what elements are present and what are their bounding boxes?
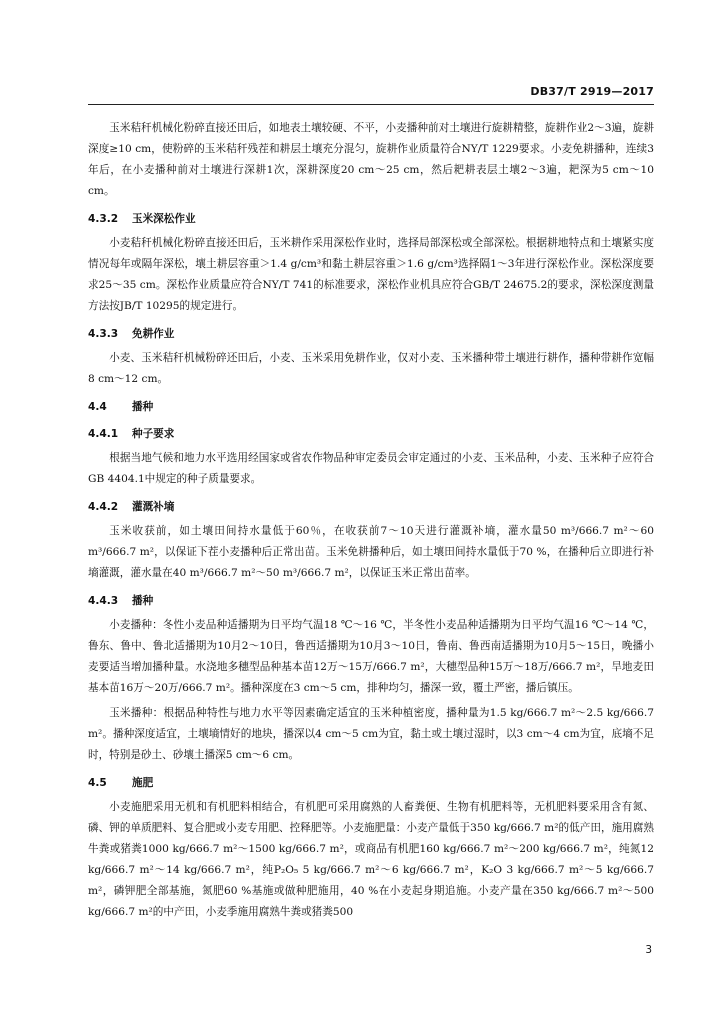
heading-4-4-1	[88, 424, 654, 444]
section-number: 4.4.3	[88, 595, 119, 607]
para-wheat-sowing: 小麦播种：冬性小麦品种适播期为日平均气温18 ℃～16 ℃，半冬性小麦品种适播期为日平均气温16 ℃～14 ℃，鲁东、鲁中、鲁北适播期为10月2～10日，鲁西适播期为10月3～10日，鲁南、鲁西南适播期为10月5～15日，晚播小麦要适当增加播种量。水浇地多穗型品种基本苗12万～15万/666.7 m²，大穗型品种15万～18万/666.7 m²，旱地麦田基本苗16万～20万/666.7 m²。播种深度在3 cm～5 cm，排种均匀，播深一致，覆土严密，播后镇压。	[88, 619, 654, 694]
section-number: 4.5	[88, 777, 107, 789]
heading-4-4-2	[88, 497, 654, 517]
para-no-till: 小麦、玉米秸秆机械粉碎还田后，小麦、玉米采用免耕作业，仅对小麦、玉米播种带土壤进行耕作，播种带耕作宽幅8 cm～12 cm。	[88, 352, 654, 385]
para-irrigation: 玉米收获前，如土壤田间持水量低于60％，在收获前7～10天进行灌溉补墒，灌水量50 m³/666.7 m²～60 m³/666.7 m²，以保证下茬小麦播种后正常出苗。玉米免耕播种后，如土壤田间持水量低于70 %，在播种后立即进行补墒灌溉，灌水量在40 m³/666.7 m²～50 m³/666.7 m²，以保证玉米正常出苗率。	[88, 525, 654, 579]
standard-code: DB37/T 2919—2017	[530, 85, 654, 98]
section-title: 灌溉补墒	[132, 501, 175, 513]
section-title: 种子要求	[132, 428, 175, 440]
section-number: 4.4.2	[88, 501, 119, 513]
section-title: 播种	[132, 401, 154, 413]
para-fertilization: 小麦施肥采用无机和有机肥料相结合，有机肥可采用腐熟的人畜粪便、生物有机肥料等，无机肥料要采用含有氮、磷、钾的单质肥料、复合肥或小麦专用肥、控释肥等。小麦施肥量：小麦产量低于350 kg/666.7 m²的低产田，施用腐熟牛粪或猪粪1000 kg/666.7 m²～1500 kg/666.7 m²，或商品有机肥160 kg/666.7 m²～200 kg/666.7 m²，纯氮12 kg/666.7 m²～14 kg/666.7 m²，纯P₂O₅ 5 kg/666.7 m²～6 kg/666.7 m²，K₂O 3 kg/666.7 m²～5 kg/666.7 m²，磷钾肥全部基施，氮肥60 %基施或做种肥施用，40 %在小麦起身期追施。小麦产量在350 kg/666.7 m²～500 kg/666.7 m²的中产田，小麦季施用腐熟牛粪或猪粪500	[88, 801, 654, 918]
section-title: 施肥	[132, 777, 154, 789]
page-number: 3	[645, 944, 652, 956]
section-title: 播种	[132, 595, 154, 607]
section-title: 玉米深松作业	[132, 213, 196, 225]
para-subsoiling: 小麦秸秆机械化粉碎直接还田后，玉米耕作采用深松作业时，选择局部深松或全部深松。根据耕地特点和土壤紧实度情况每年或隔年深松，壤土耕层容重＞1.4 g/cm³和黏土耕层容重＞1.6 g/cm³选择隔1～3年进行深松作业。深松深度要求25～35 cm。深松作业质量应符合NY/T 741的标准要求，深松作业机具应符合GB/T 24675.2的要求，深松深度测量方法按JB/T 10295的规定进行。	[88, 237, 654, 312]
para-corn-sowing: 玉米播种：根据品种特性与地力水平等因素确定适宜的玉米种植密度，播种量为1.5 kg/666.7 m²～2.5 kg/666.7 m²。播种深度适宜，土壤墒情好的地块，播深以4 cm～5 cm为宜，黏土或土壤过湿时，以3 cm～4 cm为宜，底墒不足时，特别是砂土、砂壤土播深5 cm～6 cm。	[88, 707, 654, 761]
section-title: 免耕作业	[132, 328, 175, 340]
heading-4-3-2	[88, 209, 654, 229]
section-number: 4.4.1	[88, 428, 119, 440]
section-number: 4.4	[88, 401, 107, 413]
document-body	[88, 118, 654, 927]
section-number: 4.3.3	[88, 328, 119, 340]
heading-4-3-3	[88, 324, 654, 344]
para-seed-requirements: 根据当地气候和地力水平选用经国家或省农作物品种审定委员会审定通过的小麦、玉米品种，小麦、玉米种子应符合GB 4404.1中规定的种子质量要求。	[88, 452, 654, 485]
header-rule	[88, 104, 654, 105]
heading-4-4-3	[88, 591, 654, 611]
section-number: 4.3.2	[88, 213, 119, 225]
heading-4-4	[88, 397, 654, 417]
para-straw-return-rotary: 玉米秸秆机械化粉碎直接还田后，如地表土壤较硬、不平，小麦播种前对土壤进行旋耕精整，旋耕作业2～3遍，旋耕深度≥10 cm，使粉碎的玉米秸秆残茬和耕层土壤充分混匀，旋耕作业质量符合NY/T 1229要求。小麦免耕播种，连续3年后，在小麦播种前对土壤进行深耕1次，深耕深度20 cm～25 cm，然后耙耕表层土壤2～3遍，耙深为5 cm～10 cm。	[88, 122, 654, 197]
heading-4-5	[88, 773, 654, 793]
